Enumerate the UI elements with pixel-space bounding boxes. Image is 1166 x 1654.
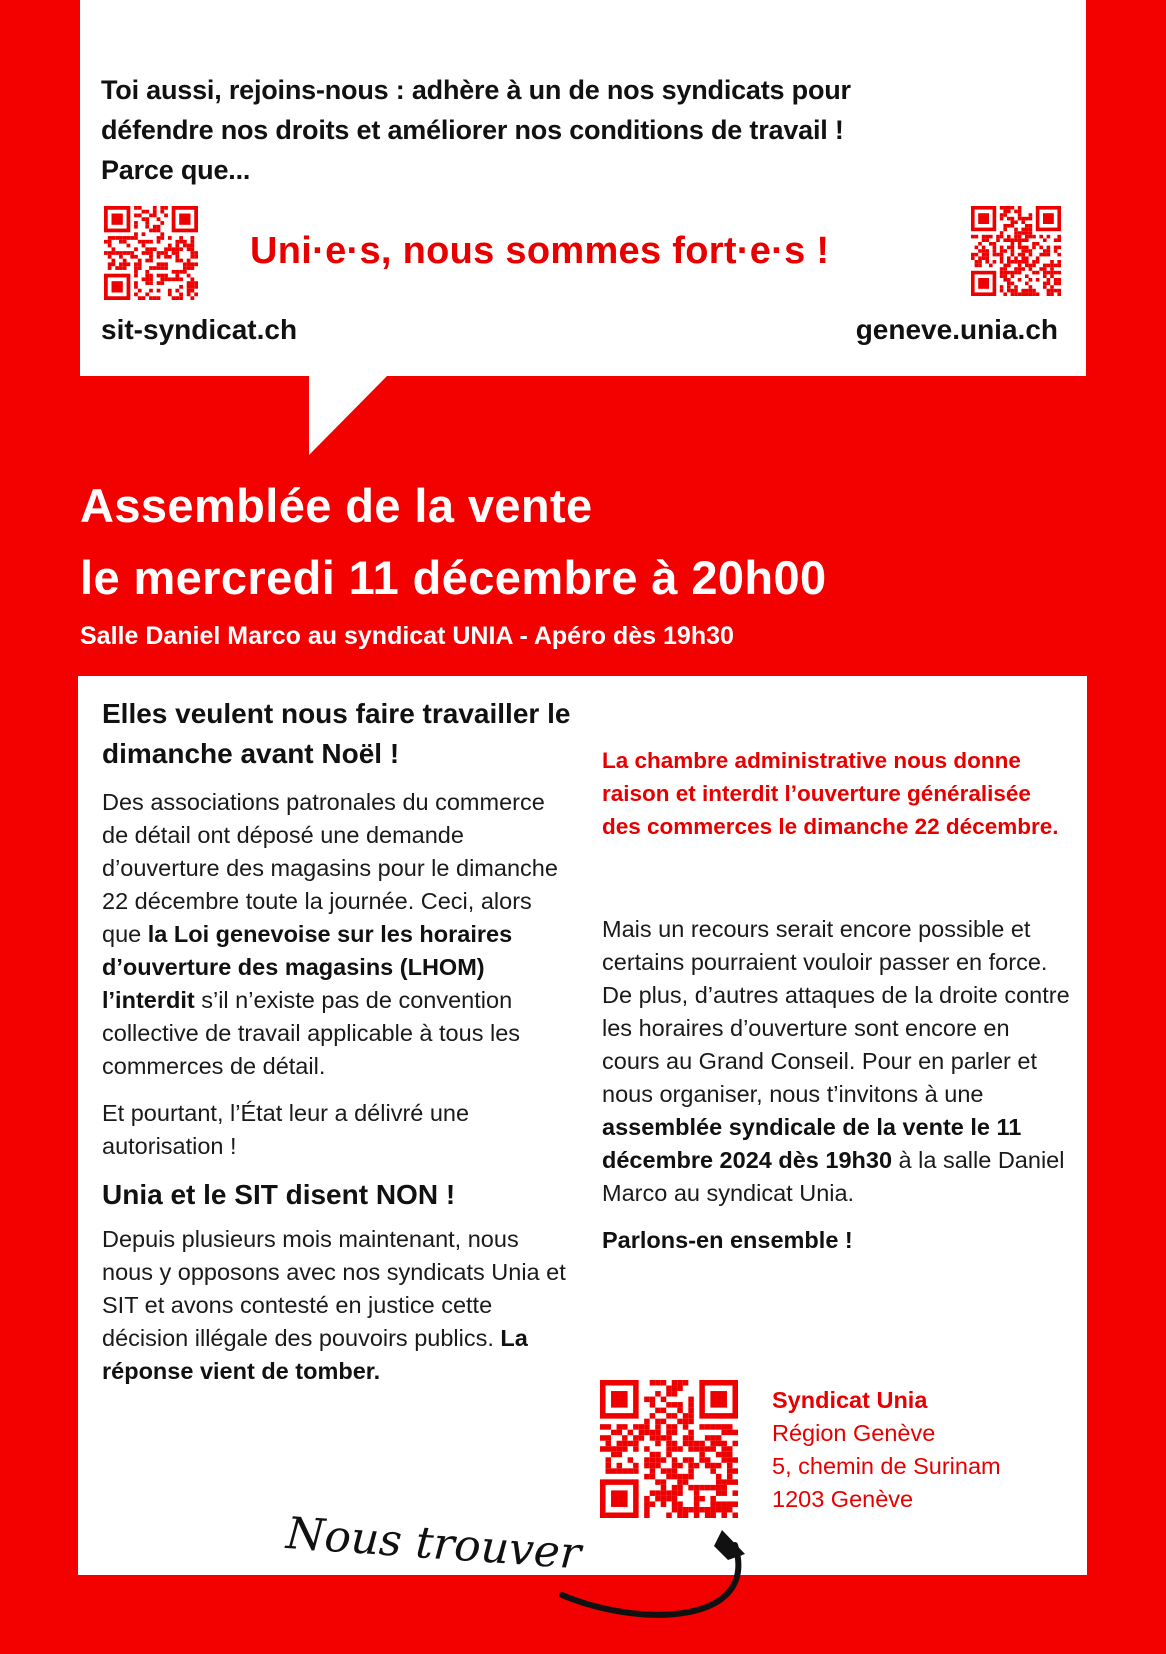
qr-code-icon[interactable] — [600, 1380, 738, 1518]
text: Mais un recours serait encore possible et certains pourraient vouloir passer en force. De plus, d’autres attaques de la droite contre les horaires d’ouverture sont encore en cours au Grand Conseil. Pour en parler et nous organiser, nous t’invitons à une — [602, 916, 1070, 1107]
text: Depuis plusieurs mois maintenant, nous nous y opposons avec nos syndicats Unia et SIT et avons contesté en justice cette décision illégale des pouvoirs publics. — [102, 1226, 566, 1351]
bold-text: La réponse vient de tomber. — [102, 1325, 528, 1384]
heading-sunday-work: Elles veulent nous faire travailler le dimanche avant Noël ! — [102, 698, 571, 769]
paragraph — [102, 1223, 572, 1388]
closing-line — [602, 1224, 1072, 1257]
event-title-line: Assemblée de la vente — [80, 479, 593, 532]
heading-say-no: Unia et le SIT disent NON ! — [102, 1179, 456, 1210]
event-title — [80, 470, 827, 614]
contact-city: 1203 Genève — [772, 1486, 914, 1512]
unia-website-link[interactable]: geneve.unia.ch — [855, 314, 1058, 345]
qr-code-icon[interactable] — [104, 206, 198, 300]
intro-line: défendre nos droits et améliorer nos conditions de travail ! — [101, 115, 844, 145]
paragraph: Et pourtant, l’État leur a délivré une autorisation ! — [102, 1100, 470, 1159]
text: à la salle Daniel Marco au syndicat Unia. — [602, 1147, 1065, 1206]
contact-name: Syndicat Unia — [772, 1387, 928, 1413]
slogan: Uni·e·s, nous sommes fort·e·s ! — [250, 230, 830, 272]
intro-text — [101, 70, 1061, 190]
intro-line: Toi aussi, rejoins-nous : adhère à un de nos syndicats pour — [101, 75, 851, 105]
event-subtitle: Salle Daniel Marco au syndicat UNIA - Apéro dès 19h30 — [80, 622, 734, 650]
event-title-line: le mercredi 11 décembre à 20h00 — [80, 551, 827, 604]
text: Des associations patronales du commerce de détail ont déposé une demande d’ouverture des magasins pour le dimanche 22 décembre toute la journée. Ceci, alors que — [102, 789, 558, 947]
paragraph — [102, 786, 572, 1083]
court-decision-lead: La chambre administrative nous donne raison et interdit l’ouverture généralisée des commerces le dimanche 22 décembre. — [602, 748, 1059, 839]
contact-address — [772, 1384, 1001, 1516]
bold-text: Parlons-en ensemble ! — [602, 1227, 853, 1253]
intro-line: Parce que... — [101, 155, 251, 185]
find-us-handwritten: Nous trouver — [284, 1508, 583, 1580]
contact-street: 5, chemin de Surinam — [772, 1453, 1001, 1479]
right-column — [602, 744, 1072, 1257]
text: s’il n’existe pas de convention collective de travail applicable à tous les commerces de détail. — [102, 987, 521, 1079]
bold-text: assemblée syndicale de la vente le 11 décembre 2024 dès 19h30 — [602, 1114, 1022, 1173]
bold-text: la Loi genevoise sur les horaires d’ouverture des magasins (LHOM) l’interdit — [102, 921, 513, 1013]
sit-website-link[interactable]: sit-syndicat.ch — [101, 314, 298, 345]
contact-region: Région Genève — [772, 1420, 936, 1446]
qr-code-icon[interactable] — [969, 206, 1063, 296]
paragraph — [602, 913, 1072, 1210]
left-column — [102, 694, 572, 1388]
